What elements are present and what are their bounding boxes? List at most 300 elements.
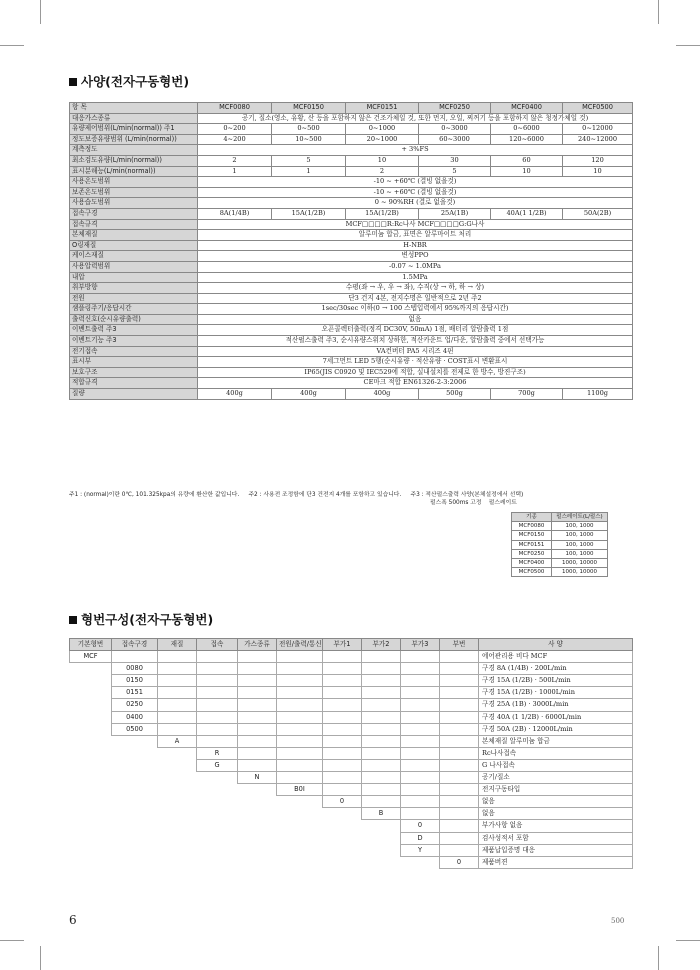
note-2: 주2 : 사용전 조정함에 단3 건전지 4개를 포함하고 있습니다. — [248, 492, 402, 498]
order-empty-cell — [323, 808, 362, 820]
spec-value: 10 — [346, 155, 419, 166]
order-row — [70, 687, 633, 699]
spec-row-label: 사용온도범위 — [70, 177, 198, 188]
pulse-cell: 1000, 10000 — [552, 568, 608, 577]
spec-row — [70, 145, 633, 156]
order-empty-cell — [440, 772, 479, 784]
order-empty-cell — [362, 820, 401, 832]
spec-header-model: MCF0151 — [346, 103, 419, 114]
order-description: 제품버젼 — [479, 856, 633, 868]
order-empty-cell — [362, 687, 401, 699]
order-description: 구경 15A (1/2B) · 1000L/min — [479, 687, 633, 699]
spec-row — [70, 251, 633, 262]
spec-value: 700g — [491, 389, 563, 400]
order-empty-cell — [197, 784, 238, 796]
spec-value: 0~500 — [272, 124, 346, 135]
order-empty-cell — [197, 711, 238, 723]
order-empty-cell — [158, 784, 197, 796]
order-code: D — [401, 832, 440, 844]
order-code-table — [69, 638, 633, 869]
pulse-cell: 100, 1000 — [552, 531, 608, 540]
order-empty-cell — [70, 856, 112, 868]
order-empty-cell — [401, 723, 440, 735]
order-empty-cell — [112, 772, 158, 784]
spec-value: 1sec/30sec 이하(0 → 100 스텝입력에서 95%까지의 응답시간) — [198, 304, 633, 315]
order-code: 0 — [401, 820, 440, 832]
order-empty-cell — [323, 759, 362, 771]
order-row — [70, 856, 633, 868]
order-empty-cell — [323, 747, 362, 759]
order-row — [70, 747, 633, 759]
order-empty-cell — [70, 747, 112, 759]
spec-value: 10~500 — [272, 134, 346, 145]
spec-value: 240~12000 — [563, 134, 633, 145]
order-empty-cell — [70, 711, 112, 723]
pulse-cell: MCF0400 — [512, 559, 552, 568]
spec-row-label: 사용압력범위 — [70, 261, 198, 272]
order-empty-cell — [362, 735, 401, 747]
order-description: 전지구동타입 — [479, 784, 633, 796]
spec-header-model: MCF0250 — [419, 103, 491, 114]
order-empty-cell — [323, 856, 362, 868]
crop-mark — [658, 946, 659, 970]
order-header-cell: 부가3 — [401, 639, 440, 651]
spec-row-label: 보호구조 — [70, 367, 198, 378]
spec-value: 적산펄스출력 주3, 순시유량스위치 상하한, 적산카운트 업/다운, 알람출력 중에서 선택가능 — [198, 336, 633, 347]
crop-mark — [0, 45, 24, 46]
spec-value: 15A(1/2B) — [272, 208, 346, 219]
spec-row-label: 접속규격 — [70, 219, 198, 230]
spec-value: + 3%FS — [198, 145, 633, 156]
square-bullet-icon — [69, 78, 77, 86]
order-empty-cell — [440, 663, 479, 675]
order-code: 0250 — [112, 699, 158, 711]
spec-row-label: 정도보증유량범위 (L/min(normal)) — [70, 134, 198, 145]
note-1: 주1 : (normal)이란 0℃, 101.325kpa의 유량에 환산한 값입니다. — [69, 492, 240, 498]
order-empty-cell — [401, 651, 440, 663]
order-empty-cell — [158, 832, 197, 844]
order-empty-cell — [158, 723, 197, 735]
spec-value: 오픈콜렉터출력(정격 DC30V, 50mA) 1점, 배터리 알람출력 1점 — [198, 325, 633, 336]
order-empty-cell — [70, 723, 112, 735]
spec-value: MCF□□□□R:Rc나사 MCF□□□□G:G나사 — [198, 219, 633, 230]
order-header-cell: 전원/출력/통신 — [277, 639, 323, 651]
order-code: Y — [401, 844, 440, 856]
order-code: 0500 — [112, 723, 158, 735]
order-empty-cell — [323, 772, 362, 784]
order-empty-cell — [238, 856, 277, 868]
pulse-row — [512, 522, 608, 531]
spec-value: 120 — [563, 155, 633, 166]
order-row — [70, 663, 633, 675]
order-empty-cell — [362, 747, 401, 759]
order-description: 구경 50A (2B) · 12000L/min — [479, 723, 633, 735]
spec-value: 단3 건지 4본, 전지수명은 일반적으로 2년 주2 — [198, 293, 633, 304]
order-empty-cell — [238, 675, 277, 687]
order-header-cell: 사 양 — [479, 639, 633, 651]
spec-row-label: 전기접속 — [70, 346, 198, 357]
order-empty-cell — [112, 747, 158, 759]
pulse-cell: 1000, 10000 — [552, 559, 608, 568]
order-empty-cell — [277, 772, 323, 784]
order-empty-cell — [401, 772, 440, 784]
order-empty-cell — [197, 675, 238, 687]
order-empty-cell — [158, 651, 197, 663]
order-header-cell: 재질 — [158, 639, 197, 651]
order-empty-cell — [158, 796, 197, 808]
order-empty-cell — [70, 663, 112, 675]
order-empty-cell — [323, 651, 362, 663]
spec-row-label: 표시부 — [70, 357, 198, 368]
order-empty-cell — [197, 844, 238, 856]
pulse-cell: MCF0151 — [512, 540, 552, 549]
spec-value: 10 — [491, 166, 563, 177]
spec-row-label: 전원 — [70, 293, 198, 304]
order-empty-cell — [238, 784, 277, 796]
order-empty-cell — [238, 687, 277, 699]
order-row — [70, 699, 633, 711]
order-description: 구경 8A (1/4B) · 200L/min — [479, 663, 633, 675]
order-empty-cell — [362, 723, 401, 735]
spec-row — [70, 187, 633, 198]
order-row — [70, 784, 633, 796]
order-empty-cell — [440, 747, 479, 759]
order-row — [70, 675, 633, 687]
order-row — [70, 820, 633, 832]
pulse-cell: 100, 1000 — [552, 549, 608, 558]
spec-header-row — [70, 103, 633, 114]
order-empty-cell — [112, 832, 158, 844]
order-empty-cell — [238, 844, 277, 856]
square-bullet-icon — [69, 616, 77, 624]
spec-header-model: MCF0080 — [198, 103, 272, 114]
order-empty-cell — [323, 832, 362, 844]
order-code: 0400 — [112, 711, 158, 723]
section-title-order: 형번구성(전자구동형번) — [69, 610, 213, 628]
spec-value: VA컨버터 PA5 시리즈 4핀 — [198, 346, 633, 357]
order-empty-cell — [440, 735, 479, 747]
order-empty-cell — [440, 687, 479, 699]
order-empty-cell — [362, 832, 401, 844]
order-empty-cell — [323, 699, 362, 711]
spec-value: 1 — [198, 166, 272, 177]
order-empty-cell — [401, 759, 440, 771]
order-empty-cell — [70, 784, 112, 796]
order-description: Rc나사접속 — [479, 747, 633, 759]
order-empty-cell — [277, 687, 323, 699]
spec-row-label: 접속구경 — [70, 208, 198, 219]
order-empty-cell — [362, 711, 401, 723]
order-empty-cell — [440, 675, 479, 687]
order-empty-cell — [158, 844, 197, 856]
order-empty-cell — [401, 796, 440, 808]
order-empty-cell — [70, 832, 112, 844]
spec-value: 60~3000 — [419, 134, 491, 145]
order-empty-cell — [238, 699, 277, 711]
order-empty-cell — [323, 784, 362, 796]
pulse-cell: 100, 1000 — [552, 522, 608, 531]
order-empty-cell — [362, 796, 401, 808]
order-empty-cell — [158, 772, 197, 784]
order-empty-cell — [440, 820, 479, 832]
order-empty-cell — [323, 820, 362, 832]
spec-value: 4~200 — [198, 134, 272, 145]
order-empty-cell — [197, 820, 238, 832]
order-empty-cell — [277, 747, 323, 759]
order-empty-cell — [401, 675, 440, 687]
order-row — [70, 723, 633, 735]
order-empty-cell — [112, 735, 158, 747]
order-empty-cell — [112, 784, 158, 796]
spec-value: 1 — [272, 166, 346, 177]
spec-value: 30 — [419, 155, 491, 166]
order-empty-cell — [70, 808, 112, 820]
spec-value: 50A(2B) — [563, 208, 633, 219]
spec-value: 1.5MPa — [198, 272, 633, 283]
spec-value: 120~6000 — [491, 134, 563, 145]
spec-value: -0.07 ~ 1.0MPa — [198, 261, 633, 272]
order-empty-cell — [401, 735, 440, 747]
spec-row — [70, 293, 633, 304]
pulse-row — [512, 531, 608, 540]
order-code: 0151 — [112, 687, 158, 699]
crop-mark — [40, 0, 41, 24]
order-code: A — [158, 735, 197, 747]
order-code: B — [362, 808, 401, 820]
order-empty-cell — [238, 747, 277, 759]
spec-row-label: 계측정도 — [70, 145, 198, 156]
spec-row — [70, 230, 633, 241]
order-code: G — [197, 759, 238, 771]
spec-row — [70, 389, 633, 400]
order-empty-cell — [238, 711, 277, 723]
order-empty-cell — [440, 699, 479, 711]
order-empty-cell — [277, 808, 323, 820]
order-empty-cell — [440, 844, 479, 856]
order-empty-cell — [362, 651, 401, 663]
order-empty-cell — [197, 808, 238, 820]
pulse-header-cell: 기종 — [512, 513, 552, 522]
spec-header-model: MCF0400 — [491, 103, 563, 114]
order-code: B0I — [277, 784, 323, 796]
order-empty-cell — [440, 651, 479, 663]
spec-row-label: 본체재질 — [70, 230, 198, 241]
order-empty-cell — [197, 687, 238, 699]
pulse-cell: MCF0500 — [512, 568, 552, 577]
order-header-cell: 부번 — [440, 639, 479, 651]
order-description: 구경 40A (1 1/2B) · 6000L/min — [479, 711, 633, 723]
order-empty-cell — [158, 699, 197, 711]
order-empty-cell — [277, 663, 323, 675]
order-empty-cell — [112, 856, 158, 868]
section-title-spec: 사양(전자구동형번) — [69, 72, 189, 90]
spec-value: 0~200 — [198, 124, 272, 135]
spec-value: 0~1000 — [346, 124, 419, 135]
order-empty-cell — [70, 759, 112, 771]
order-empty-cell — [440, 832, 479, 844]
order-row — [70, 651, 633, 663]
order-empty-cell — [197, 651, 238, 663]
pulse-rate-table — [511, 512, 608, 577]
spec-row-label: 사용습도범위 — [70, 198, 198, 209]
spec-row-label: 유량제어범위(L/min(normal)) 주1 — [70, 124, 198, 135]
order-empty-cell — [362, 759, 401, 771]
order-empty-cell — [362, 844, 401, 856]
order-empty-cell — [401, 711, 440, 723]
order-description: 구경 15A (1/2B) · 500L/min — [479, 675, 633, 687]
spec-row — [70, 166, 633, 177]
order-empty-cell — [197, 832, 238, 844]
order-empty-cell — [158, 711, 197, 723]
spec-value: 2 — [346, 166, 419, 177]
order-empty-cell — [277, 820, 323, 832]
order-empty-cell — [362, 675, 401, 687]
order-empty-cell — [362, 856, 401, 868]
spec-row-label: O링재질 — [70, 240, 198, 251]
order-empty-cell — [401, 856, 440, 868]
crop-mark — [0, 940, 24, 941]
spec-value: 수평(좌 → 우, 우 → 좌), 수직(상 → 하, 하 → 상) — [198, 283, 633, 294]
order-empty-cell — [158, 820, 197, 832]
spec-value: 0~6000 — [491, 124, 563, 135]
order-empty-cell — [277, 832, 323, 844]
spec-header-item: 항 목 — [70, 103, 198, 114]
order-description: 제품납입증명 대응 — [479, 844, 633, 856]
order-code: 0080 — [112, 663, 158, 675]
spec-value: H-NBR — [198, 240, 633, 251]
pulse-header-cell: 펄스레이트(L/펄스) — [552, 513, 608, 522]
spec-row-label: 최소검도유량(L/min(normal)) — [70, 155, 198, 166]
order-row — [70, 796, 633, 808]
spec-row-label: 이벤트출력 주3 — [70, 325, 198, 336]
spec-value: 1100g — [563, 389, 633, 400]
order-empty-cell — [158, 663, 197, 675]
order-empty-cell — [238, 663, 277, 675]
order-empty-cell — [277, 759, 323, 771]
spec-row-label: 내압 — [70, 272, 198, 283]
order-empty-cell — [323, 844, 362, 856]
order-empty-cell — [401, 808, 440, 820]
order-empty-cell — [440, 796, 479, 808]
spec-value: IP65(JIS C0920 및 IEC529에 적합, 실내설치를 전제로 한 방수, 방진구조) — [198, 367, 633, 378]
order-empty-cell — [440, 759, 479, 771]
spec-value: CE마크 적합 EN61326-2-3:2006 — [198, 378, 633, 389]
order-empty-cell — [197, 772, 238, 784]
spec-header-model: MCF0150 — [272, 103, 346, 114]
note-5: 펄스레이트 — [488, 500, 517, 506]
order-code: 0 — [440, 856, 479, 868]
spec-row — [70, 304, 633, 315]
note-3: 주3 : 적산펄스출력 사양(본체설정에서 선택) — [410, 492, 524, 498]
order-description: 본체재질 알루미늄 합금 — [479, 735, 633, 747]
order-empty-cell — [238, 651, 277, 663]
order-empty-cell — [112, 808, 158, 820]
order-header-cell: 부가2 — [362, 639, 401, 651]
pulse-header-row — [512, 513, 608, 522]
order-description: 에어관리용 비다 MCF — [479, 651, 633, 663]
page-number-left: 6 — [69, 913, 77, 927]
page-number-right: 500 — [611, 917, 625, 925]
crop-mark — [40, 946, 41, 970]
order-empty-cell — [70, 796, 112, 808]
spec-row — [70, 198, 633, 209]
order-code: R — [197, 747, 238, 759]
order-empty-cell — [238, 796, 277, 808]
order-empty-cell — [323, 687, 362, 699]
order-empty-cell — [277, 675, 323, 687]
spec-header-model: MCF0500 — [563, 103, 633, 114]
spec-value: 0~3000 — [419, 124, 491, 135]
order-empty-cell — [70, 687, 112, 699]
order-empty-cell — [197, 796, 238, 808]
order-empty-cell — [70, 772, 112, 784]
spec-row-label: 보존온도범위 — [70, 187, 198, 198]
order-empty-cell — [112, 651, 158, 663]
spec-row — [70, 177, 633, 188]
spec-row-label: 이벤트기능 주3 — [70, 336, 198, 347]
order-row — [70, 711, 633, 723]
order-header-cell: 접속구경 — [112, 639, 158, 651]
spec-value: 5 — [419, 166, 491, 177]
order-description: 없음 — [479, 796, 633, 808]
order-empty-cell — [323, 711, 362, 723]
spec-value: 25A(1B) — [419, 208, 491, 219]
order-empty-cell — [440, 808, 479, 820]
order-header-cell: 부가1 — [323, 639, 362, 651]
order-row — [70, 735, 633, 747]
spec-row-label: 대응가스종류 — [70, 113, 198, 124]
order-row — [70, 844, 633, 856]
spec-row-label: 질량 — [70, 389, 198, 400]
spec-row — [70, 240, 633, 251]
pulse-row — [512, 549, 608, 558]
order-empty-cell — [238, 723, 277, 735]
order-header-row — [70, 639, 633, 651]
pulse-cell: MCF0150 — [512, 531, 552, 540]
order-empty-cell — [238, 820, 277, 832]
order-empty-cell — [70, 675, 112, 687]
order-empty-cell — [70, 699, 112, 711]
spec-value: 10 — [563, 166, 633, 177]
spec-value: 0 ~ 90%RH (결로 없을것) — [198, 198, 633, 209]
order-empty-cell — [277, 651, 323, 663]
order-empty-cell — [277, 723, 323, 735]
pulse-cell: MCF0080 — [512, 522, 552, 531]
order-empty-cell — [323, 675, 362, 687]
order-empty-cell — [401, 784, 440, 796]
spec-row-label: 표시분해능(L/min(normal)) — [70, 166, 198, 177]
order-empty-cell — [323, 663, 362, 675]
order-empty-cell — [197, 663, 238, 675]
spec-row — [70, 367, 633, 378]
spec-value: 7세그먼트 LED 5행(순시유량 · 적산유량 · COST표시 변환표시 — [198, 357, 633, 368]
order-empty-cell — [238, 808, 277, 820]
order-header-cell: 가스종류 — [238, 639, 277, 651]
pulse-row — [512, 559, 608, 568]
spec-value: 5 — [272, 155, 346, 166]
spec-row-label: 출력신호(순시유량출력) — [70, 314, 198, 325]
order-description: 검사성적서 포함 — [479, 832, 633, 844]
order-description: 구경 25A (1B) · 3000L/min — [479, 699, 633, 711]
spec-row — [70, 283, 633, 294]
spec-row-label: 적합규격 — [70, 378, 198, 389]
spec-row-label: 취부방향 — [70, 283, 198, 294]
order-empty-cell — [323, 735, 362, 747]
order-empty-cell — [70, 844, 112, 856]
order-empty-cell — [112, 796, 158, 808]
order-empty-cell — [440, 784, 479, 796]
order-empty-cell — [197, 723, 238, 735]
